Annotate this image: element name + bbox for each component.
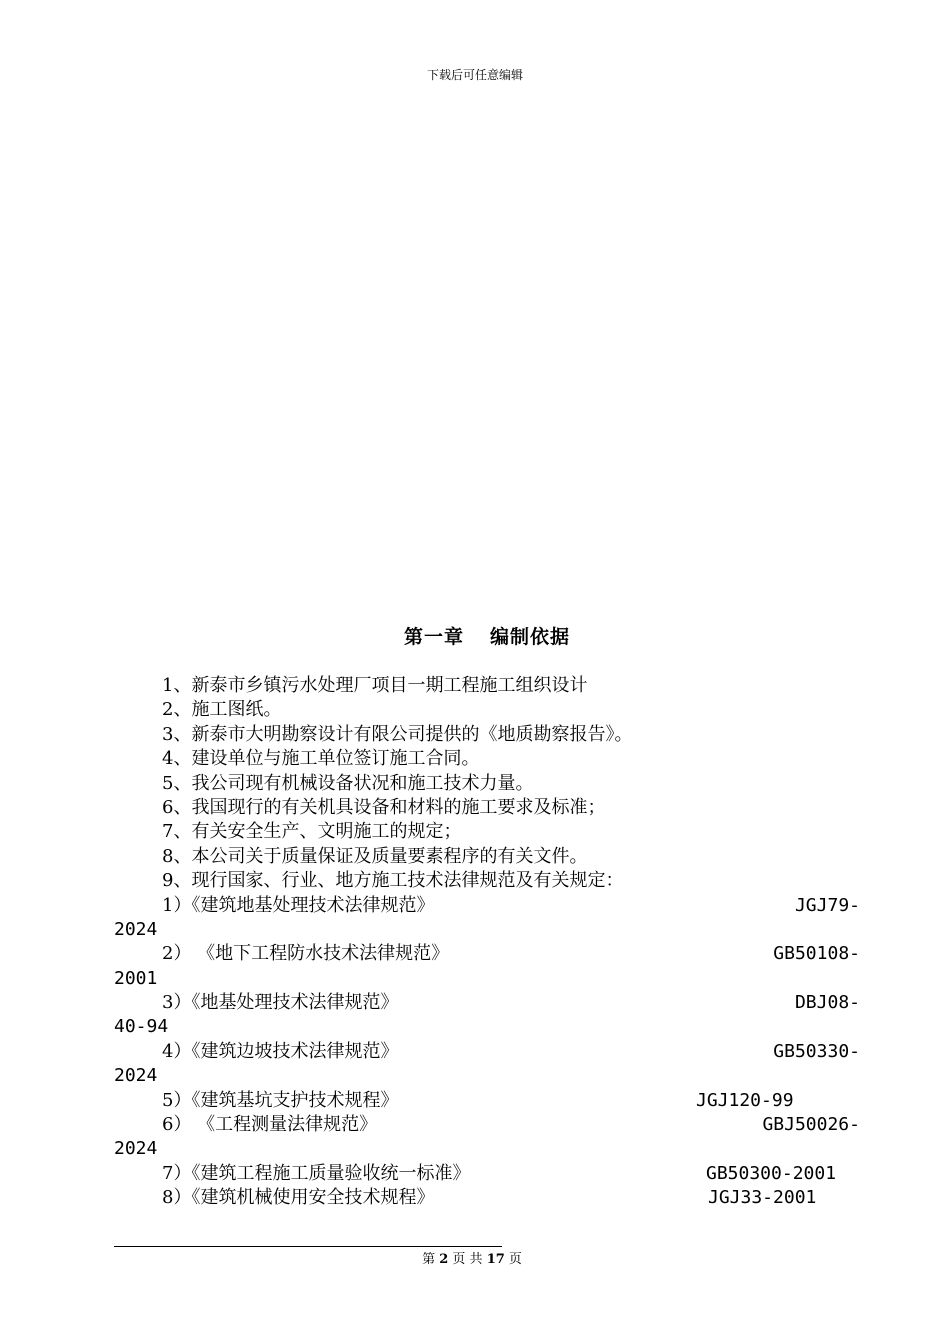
- basis-item: 3、新泰市大明勘察设计有限公司提供的《地质勘察报告》。: [162, 723, 633, 745]
- page-footer: [0, 1248, 944, 1267]
- standard-code: GB50300-2001: [706, 1162, 837, 1184]
- standard-index: 5）: [162, 1089, 192, 1111]
- standard-index: 3）: [162, 992, 192, 1014]
- standard-item: [114, 1186, 860, 1210]
- footer-total-pages: 17: [486, 1252, 505, 1267]
- standard-code-continuation: 2001: [114, 967, 158, 989]
- standard-item: [114, 942, 860, 966]
- standard-index: 6）: [162, 1114, 192, 1136]
- standard-item: [114, 1040, 860, 1064]
- basis-item: 5、我公司现有机械设备状况和施工技术力量。: [162, 772, 534, 794]
- standard-item: [114, 1113, 860, 1137]
- standard-name: 《建筑边坡技术法律规范》: [191, 1040, 399, 1062]
- chapter-number: 第一章: [403, 626, 464, 648]
- standard-name: 《建筑地基处理技术法律规范》: [191, 894, 435, 916]
- basis-item: 4、建设单位与施工单位签订施工合同。: [162, 748, 480, 770]
- basis-item: 7、有关安全生产、文明施工的规定；: [162, 821, 462, 843]
- standard-code: DBJ08-: [794, 992, 860, 1014]
- basis-item: 2、施工图纸。: [162, 699, 282, 721]
- standard-name: 《建筑机械使用安全技术规程》: [191, 1187, 435, 1209]
- basis-item: 6、我国现行的有关机具设备和材料的施工要求及标准；: [162, 796, 606, 818]
- basis-item: 8、本公司关于质量保证及质量要素程序的有关文件。: [162, 845, 588, 867]
- standard-code-continuation: 40-94: [114, 1016, 169, 1038]
- standard-code: JGJ33-2001: [708, 1187, 817, 1209]
- standard-code: JGJ79-: [794, 894, 860, 916]
- page-header: 下载后可任意编辑: [426, 68, 523, 82]
- standard-name: 《地下工程防水技术法律规范》: [191, 943, 450, 965]
- chapter-heading: 编制依据: [490, 626, 571, 648]
- standard-code-continuation: 2024: [114, 1065, 158, 1087]
- chapter-title: [0, 622, 950, 649]
- standard-code-continuation: 2024: [114, 1138, 158, 1160]
- standard-name: 《工程测量法律规范》: [191, 1114, 378, 1136]
- standard-code: GB50330-: [773, 1040, 860, 1062]
- standard-index: 8）: [162, 1187, 192, 1209]
- standard-code: JGJ120-99: [696, 1089, 794, 1111]
- footer-prefix: 第: [422, 1252, 436, 1267]
- basis-item: 9、现行国家、行业、地方施工技术法律规范及有关规定：: [162, 870, 624, 892]
- standard-code: GBJ50026-: [762, 1114, 860, 1136]
- standard-item: [114, 1089, 860, 1113]
- standard-code-continuation: 2024: [114, 918, 158, 940]
- standard-index: 4）: [162, 1040, 192, 1062]
- standard-code: GB50108-: [773, 943, 860, 965]
- standard-name: 《地基处理技术法律规范》: [191, 992, 399, 1014]
- footer-suffix: 页: [508, 1252, 522, 1267]
- standard-name: 《建筑基坑支护技术规程》: [191, 1089, 399, 1111]
- footer-page-number: 2: [439, 1252, 449, 1267]
- footer-divider: [114, 1246, 502, 1247]
- standard-index: 1）: [162, 894, 192, 916]
- footer-middle: 页 共: [452, 1252, 483, 1267]
- standard-item: [114, 991, 860, 1015]
- standard-item: [114, 1162, 860, 1186]
- chapter-content: [114, 674, 860, 1211]
- standard-index: 2）: [162, 943, 192, 965]
- standard-name: 《建筑工程施工质量验收统一标准》: [191, 1162, 471, 1184]
- basis-item: 1、新泰市乡镇污水处理厂项目一期工程施工组织设计: [162, 675, 588, 696]
- standard-index: 7）: [162, 1162, 192, 1184]
- standard-item: [114, 894, 860, 918]
